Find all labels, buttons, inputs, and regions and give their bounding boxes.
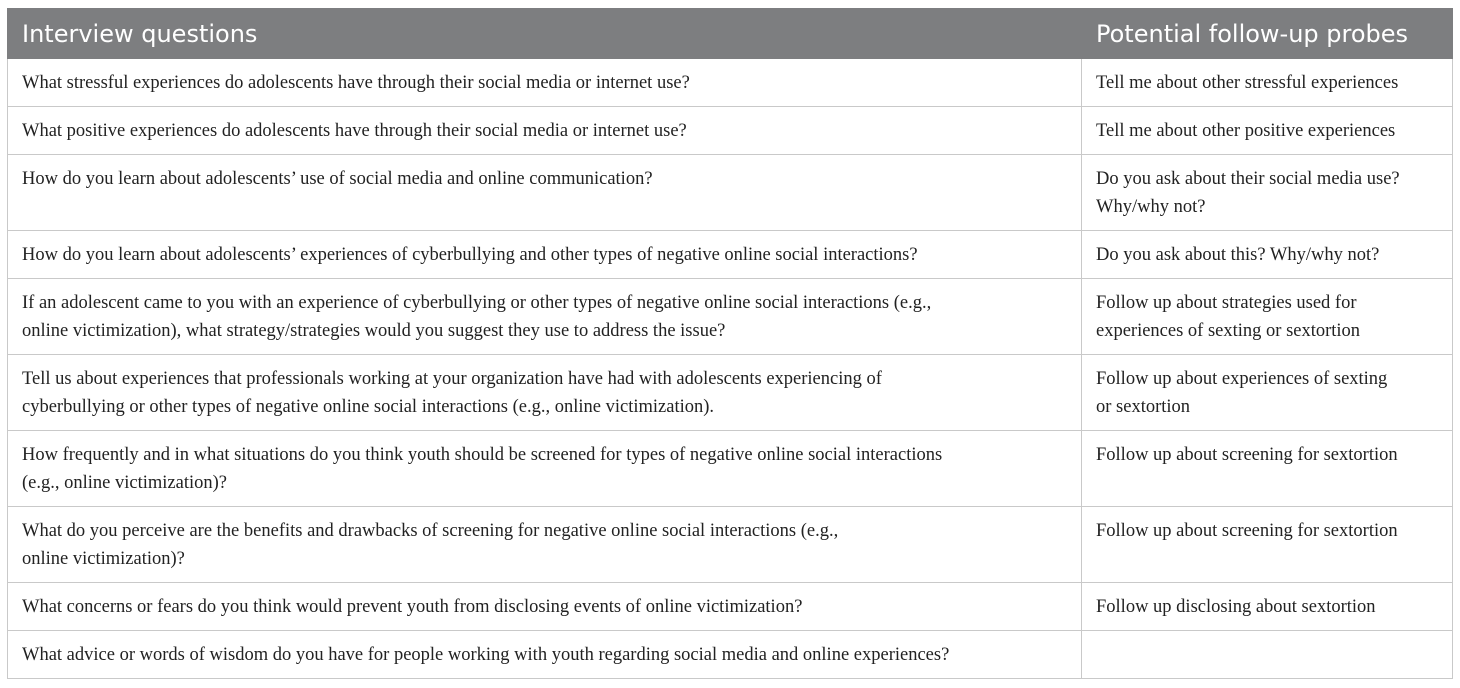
table-row xyxy=(8,155,1453,231)
probe-cell xyxy=(1082,583,1453,631)
interview-questions-table xyxy=(7,8,1453,679)
probe-cell xyxy=(1082,631,1453,679)
probe-text: Tell me about other positive experiences xyxy=(1096,121,1396,141)
table-row xyxy=(8,583,1453,631)
question-text: What advice or words of wisdom do you have for people working with youth regarding social media and online experiences? xyxy=(22,645,950,665)
table-row xyxy=(8,355,1453,431)
question-text: If an adolescent came to you with an experience of cyberbullying or other types of negative online social interactions (e.g., online victimization), what strategy/strategies would you suggest they use to address the issue? xyxy=(22,293,932,341)
probe-text: Follow up about strategies used for experiences of sexting or sextortion xyxy=(1096,293,1361,341)
probe-cell xyxy=(1082,355,1453,431)
question-cell xyxy=(8,279,1082,355)
question-text: What concerns or fears do you think would prevent youth from disclosing events of online victimization? xyxy=(22,597,803,617)
probe-cell xyxy=(1082,231,1453,279)
question-cell xyxy=(8,107,1082,155)
probe-text: Follow up about screening for sextortion xyxy=(1096,445,1398,465)
question-text: What do you perceive are the benefits and drawbacks of screening for negative online social interactions (e.g., online victimization)? xyxy=(22,521,839,569)
question-text: What positive experiences do adolescents have through their social media or internet use? xyxy=(22,121,687,141)
table-row xyxy=(8,507,1453,583)
probe-text: Follow up about screening for sextortion xyxy=(1096,521,1398,541)
table-row xyxy=(8,431,1453,507)
question-text: How do you learn about adolescents’ experiences of cyberbullying and other types of negative online social interactions? xyxy=(22,245,918,265)
probe-cell xyxy=(1082,59,1453,107)
question-cell xyxy=(8,59,1082,107)
question-cell xyxy=(8,231,1082,279)
interview-table-container xyxy=(7,8,1452,679)
probe-cell xyxy=(1082,107,1453,155)
question-text: How do you learn about adolescents’ use of social media and online communication? xyxy=(22,169,653,189)
probe-text: Follow up about experiences of sexting or sextortion xyxy=(1096,369,1388,417)
probe-text: Do you ask about this? Why/why not? xyxy=(1096,245,1380,265)
question-text: What stressful experiences do adolescents have through their social media or internet use? xyxy=(22,73,690,93)
probe-cell xyxy=(1082,279,1453,355)
header-interview-questions: Interview questions xyxy=(8,9,1082,59)
question-text: How frequently and in what situations do you think youth should be screened for types of negative online social interactions (e.g., online victimization)? xyxy=(22,445,943,493)
probe-cell xyxy=(1082,155,1453,231)
table-row xyxy=(8,231,1453,279)
probe-cell xyxy=(1082,507,1453,583)
table-row xyxy=(8,107,1453,155)
question-text: Tell us about experiences that professionals working at your organization have had with adolescents experiencing of cyberbullying or other types of negative online social interactions (e.g., online victimization). xyxy=(22,369,882,417)
question-cell xyxy=(8,631,1082,679)
table-row xyxy=(8,279,1453,355)
question-cell xyxy=(8,431,1082,507)
probe-text: Do you ask about their social media use? Why/why not? xyxy=(1096,169,1400,217)
table-row xyxy=(8,59,1453,107)
question-cell xyxy=(8,507,1082,583)
table-row xyxy=(8,631,1453,679)
probe-text: Follow up disclosing about sextortion xyxy=(1096,597,1376,617)
table-header-row xyxy=(8,9,1453,59)
question-cell xyxy=(8,155,1082,231)
probe-text: Tell me about other stressful experiences xyxy=(1096,73,1399,93)
question-cell xyxy=(8,355,1082,431)
question-cell xyxy=(8,583,1082,631)
header-follow-up-probes: Potential follow-up probes xyxy=(1082,9,1453,59)
probe-cell xyxy=(1082,431,1453,507)
